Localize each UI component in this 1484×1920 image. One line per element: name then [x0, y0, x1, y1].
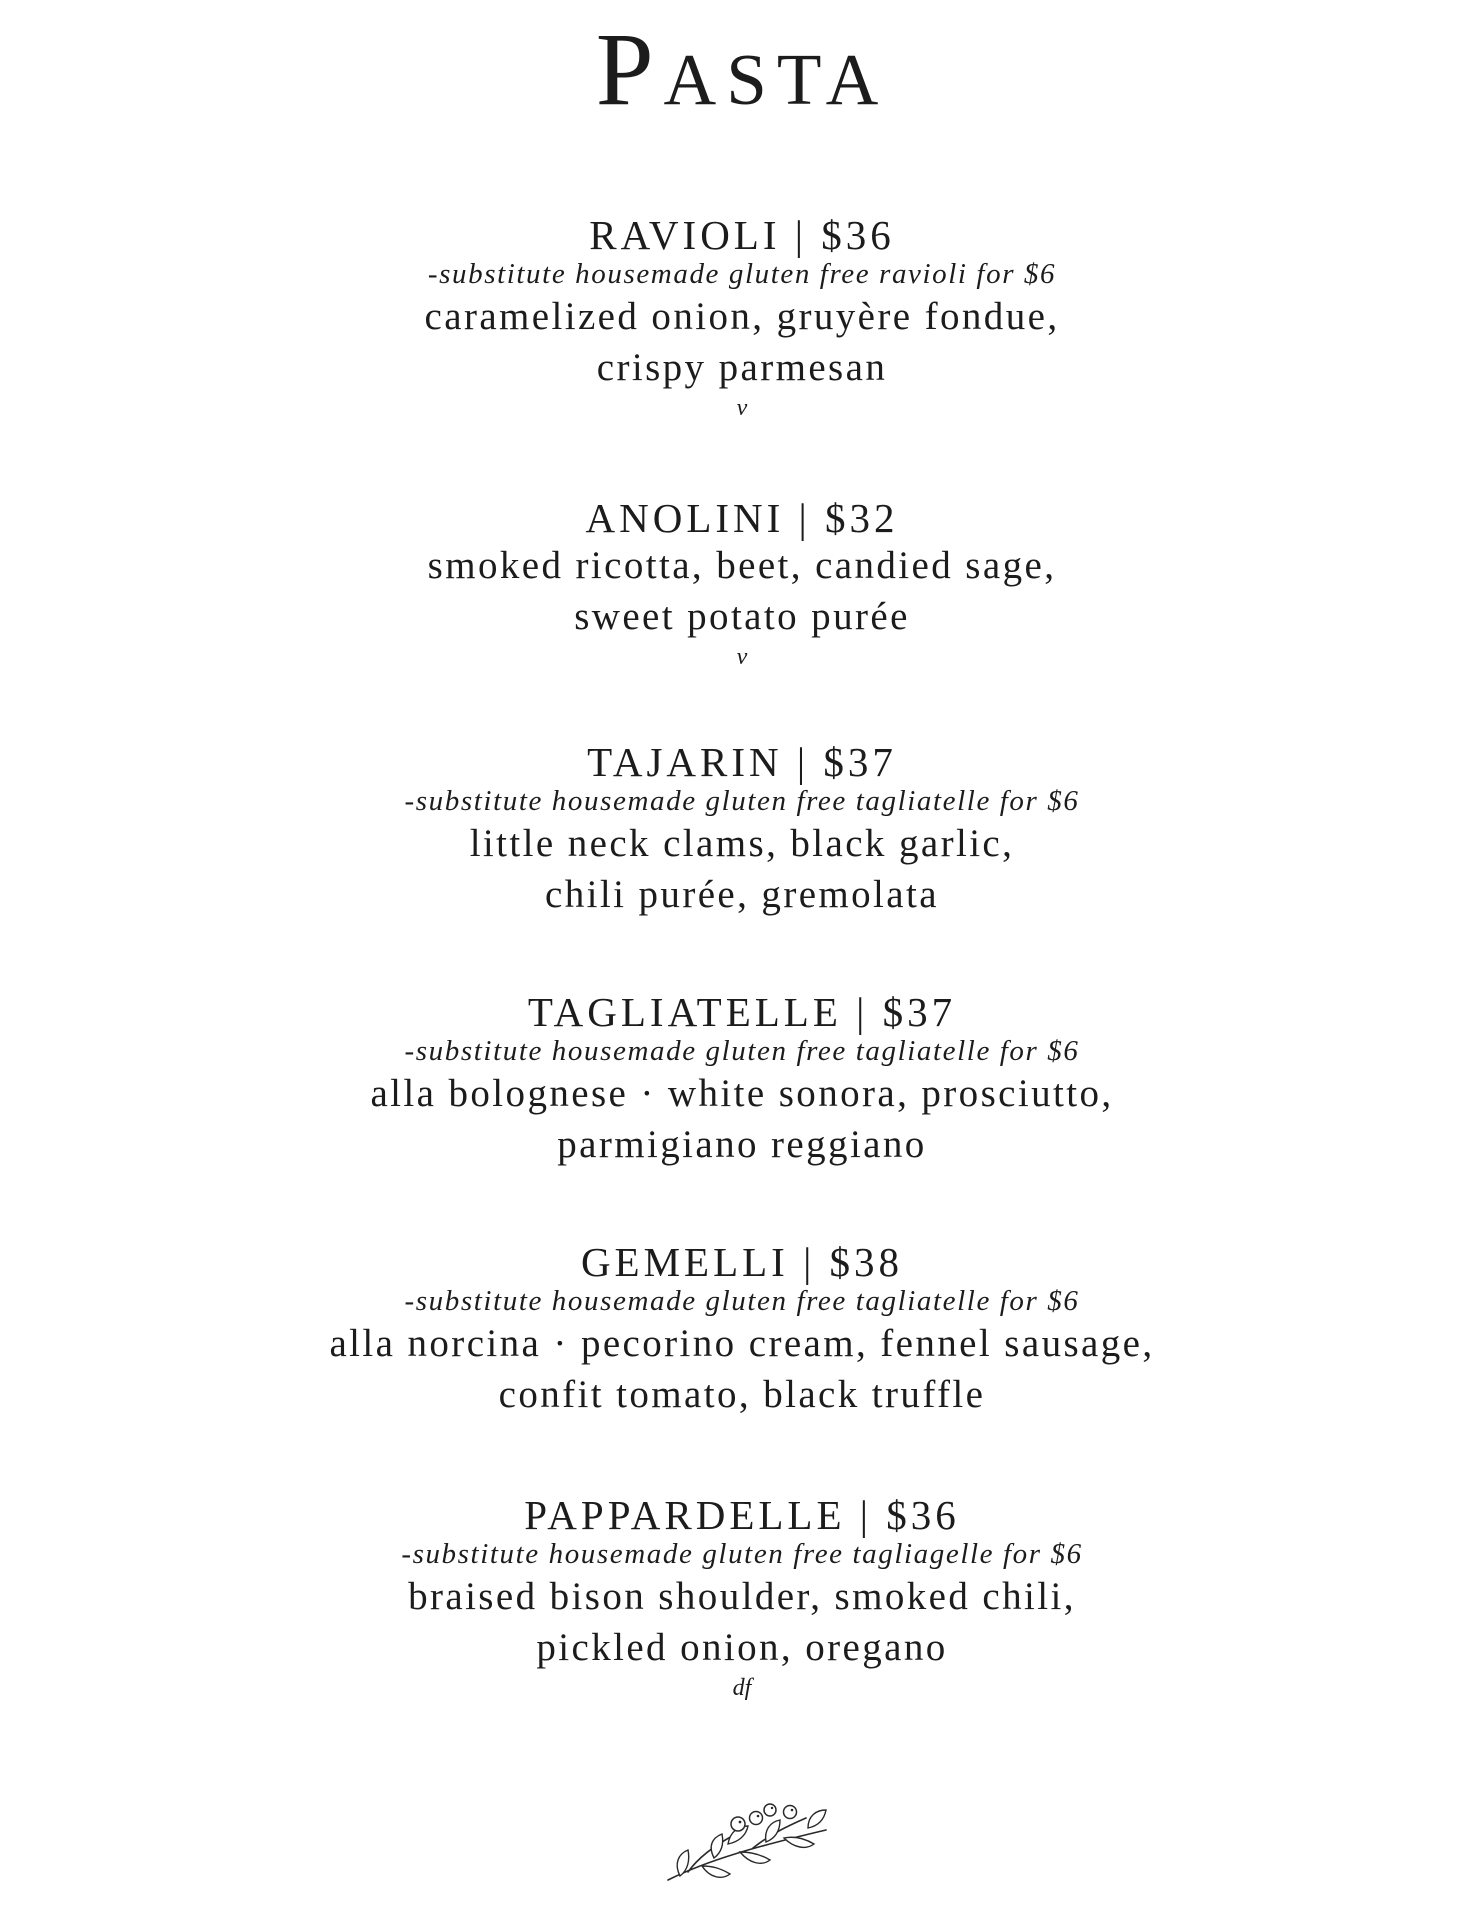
- item-name: PAPPARDELLE | $36: [524, 1492, 960, 1538]
- item-description-line: parmigiano reggiano: [557, 1123, 927, 1166]
- item-substitution-note: -substitute housemade gluten free ravioli for $6: [427, 258, 1057, 290]
- item-description-line: crispy parmesan: [596, 346, 888, 389]
- item-substitution-note: -substitute housemade gluten free tagliatelle for $6: [404, 785, 1080, 817]
- item-substitution-note: -substitute housemade gluten free tagliatelle for $6: [404, 1285, 1080, 1317]
- item-name: ANOLINI | $32: [585, 495, 899, 541]
- item-description-line: braised bison shoulder, smoked chili,: [408, 1575, 1076, 1618]
- menu-item-tagliatelle: [0, 990, 1484, 1170]
- item-name: TAJARIN | $37: [587, 739, 897, 785]
- item-name: GEMELLI | $38: [580, 1239, 904, 1285]
- item-name: RAVIOLI | $36: [589, 212, 895, 258]
- dietary-tag: v: [736, 644, 748, 670]
- item-description-line: caramelized onion, gruyère fondue,: [424, 295, 1060, 338]
- menu-item-ravioli: [0, 213, 1484, 423]
- page-title: Pasta: [595, 12, 889, 127]
- item-description-line: alla bolognese · white sonora, prosciutto,: [370, 1072, 1114, 1115]
- item-description-line: chili purée, gremolata: [545, 873, 939, 916]
- dietary-tag: df: [732, 1675, 752, 1701]
- item-description-line: sweet potato purée: [574, 595, 910, 638]
- item-description-line: confit tomato, black truffle: [498, 1373, 986, 1416]
- menu-item-tajarin: [0, 740, 1484, 920]
- menu-item-anolini: [0, 496, 1484, 672]
- item-description-line: little neck clams, black garlic,: [469, 822, 1015, 865]
- item-substitution-note: -substitute housemade gluten free tagliagelle for $6: [401, 1538, 1083, 1570]
- dietary-tag: v: [736, 395, 748, 421]
- olive-branch-icon: [658, 1788, 836, 1890]
- item-substitution-note: -substitute housemade gluten free tagliatelle for $6: [404, 1035, 1080, 1067]
- item-name: TAGLIATELLE | $37: [527, 989, 957, 1035]
- item-description-line: pickled onion, oregano: [536, 1626, 948, 1669]
- menu-item-gemelli: [0, 1240, 1484, 1420]
- menu-item-pappardelle: [0, 1493, 1484, 1703]
- item-description-line: alla norcina · pecorino cream, fennel sausage,: [329, 1322, 1155, 1365]
- item-description-line: smoked ricotta, beet, candied sage,: [427, 544, 1057, 587]
